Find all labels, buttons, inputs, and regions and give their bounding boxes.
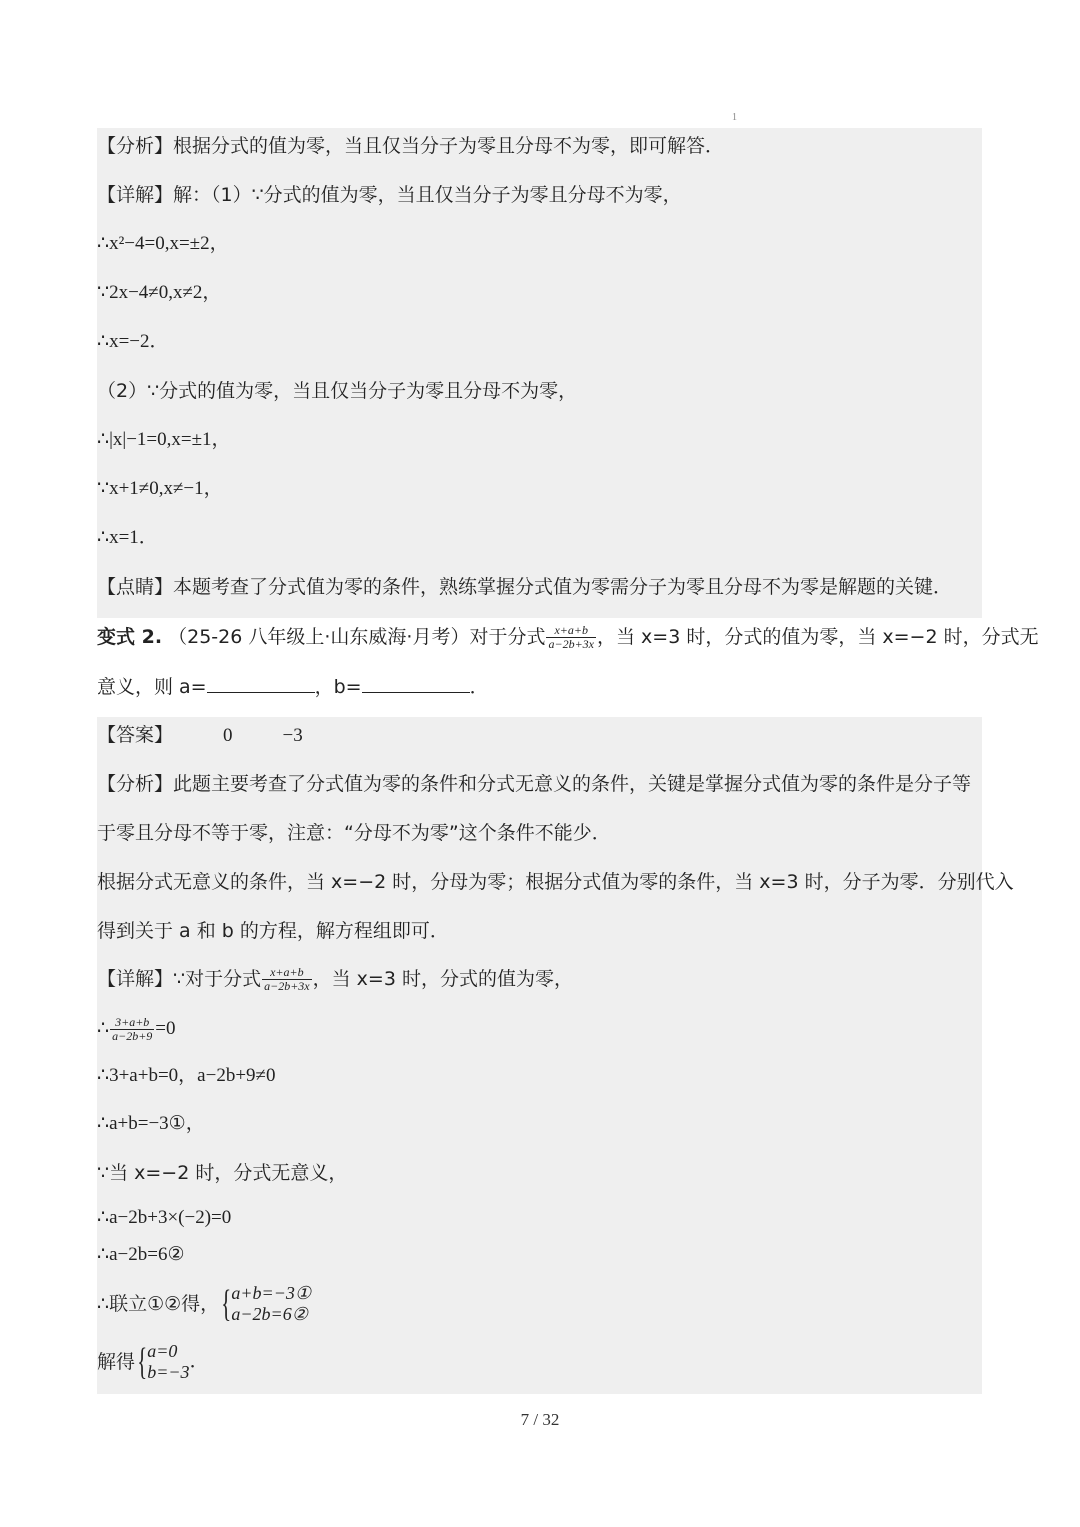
step-line: 解得{ a=0 b=−3 ． bbox=[97, 1341, 209, 1383]
equation-system: a=0 b=−3 bbox=[147, 1341, 190, 1382]
answer-line: 【答案】 0 −3 bbox=[97, 724, 303, 746]
brace-icon: { bbox=[221, 1283, 232, 1325]
question-text: 对于分式 bbox=[469, 626, 546, 648]
header-mark: 1 bbox=[732, 112, 737, 123]
page-number: 7 / 32 bbox=[520, 1410, 560, 1429]
step-line: ∴a−2b+3×(−2)=0 bbox=[97, 1207, 232, 1228]
fraction: $\frac{x+a+b}{a-2b+3x}$ bbox=[264, 965, 310, 993]
step-line: ∵2x−4≠0,x≠2， bbox=[97, 282, 222, 303]
step-line: ∵当 x=−2 时，分式无意义， bbox=[97, 1162, 348, 1184]
analysis-line: 根据分式无意义的条件，当 x=−2 时，分母为零；根据分式值为零的条件，当 x=3 时，分子为零．分别代入 bbox=[97, 871, 1014, 893]
question-line-2: 意义，则 a= ，b= ． bbox=[97, 676, 489, 698]
step-line: ∴ $\frac{3+a+b}{a-2b+9}$ =0 bbox=[97, 1015, 176, 1043]
step-line: ∴a−2b=6② bbox=[97, 1244, 185, 1265]
step-line: ∴|x|−1=0,x=±1， bbox=[97, 429, 231, 450]
step-line: ∵x+1≠0,x≠−1， bbox=[97, 478, 223, 499]
fraction: $\frac{3+a+b}{a-2b+9}$ bbox=[112, 1015, 153, 1043]
detail-line: 【详解】解：（1）∵分式的值为零，当且仅当分子为零且分母不为零， bbox=[97, 184, 682, 206]
analysis-line: 得到关于 a 和 b 的方程，解方程组即可． bbox=[97, 920, 449, 942]
analysis-line: 于零且分母不等于零，注意：“分母不为零”这个条件不能少． bbox=[97, 822, 611, 844]
question-source: （25-26 八年级上·山东威海·月考） bbox=[168, 626, 470, 648]
step-line: ∴联立①②得，{ a+b=−3① a−2b=6② bbox=[97, 1283, 311, 1325]
step-line: （2）∵分式的值为零，当且仅当分子为零且分母不为零， bbox=[97, 380, 578, 402]
comment-line: 【点睛】本题考查了分式值为零的条件，熟练掌握分式值为零需分子为零且分母不为零是解题的关键． bbox=[97, 576, 953, 598]
analysis-line: 【分析】此题主要考查了分式值为零的条件和分式无意义的条件，关键是掌握分式值为零的条件是分子等 bbox=[97, 773, 972, 795]
brace-icon: { bbox=[137, 1341, 148, 1383]
step-line: ∴3+a+b=0，a−2b+9≠0 bbox=[97, 1065, 276, 1086]
step-line: ∴x=1． bbox=[97, 527, 158, 548]
detail-line: 【详解】∵对于分式 $\frac{x+a+b}{a-2b+3x}$ ，当 x=3 时，分式的值为零， bbox=[97, 965, 573, 993]
question-text: ，当 x=3 时，分式的值为零，当 x=−2 时，分式无 bbox=[597, 626, 1039, 648]
question-line-1 bbox=[97, 624, 1039, 651]
fraction: $\frac{x+a+b}{a-2b+3x}$ bbox=[548, 623, 594, 651]
question-label: 变式 2. bbox=[97, 626, 163, 648]
step-line: ∴a+b=−3①， bbox=[97, 1113, 205, 1134]
step-line: ∴x=−2． bbox=[97, 331, 169, 352]
step-line: ∴x²−4=0,x=±2， bbox=[97, 233, 229, 254]
answer-blank-a bbox=[207, 674, 315, 693]
analysis-line: 【分析】根据分式的值为零，当且仅当分子为零且分母不为零，即可解答． bbox=[97, 135, 725, 157]
answer-blank-b bbox=[362, 674, 470, 693]
equation-system: a+b=−3① a−2b=6② bbox=[231, 1283, 311, 1324]
